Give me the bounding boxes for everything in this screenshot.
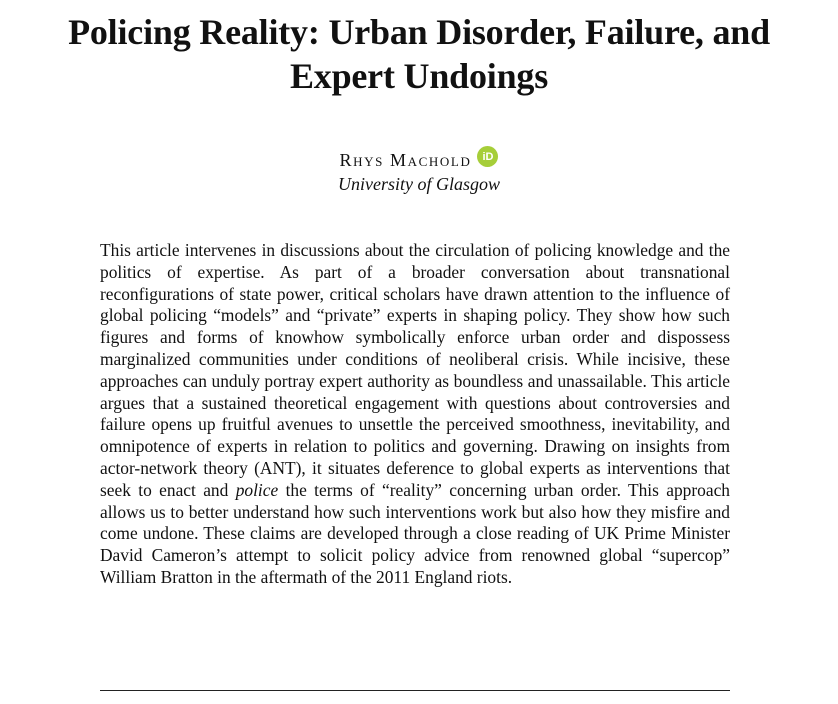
orcid-icon-label: iD <box>482 150 494 163</box>
abstract-text-part-2: the terms of “reality” concerning urban order. This approach allows us to better understand how such interventions work but also how they misfire and come undone. These claims are developed through a close reading of UK Prime Minister David Cameron’s attempt to solicit policy advice from renowned global “supercop” William Bratton in the aftermath of the 2011 England riots. <box>100 479 730 587</box>
author-line <box>340 150 499 171</box>
author-affiliation: University of Glasgow <box>338 174 500 194</box>
section-divider <box>100 690 730 691</box>
abstract-text-part-1: This article intervenes in discussions about the circulation of policing knowledge and the politics of expertise. As part of a broader conversation about transnational reconfigurations of state power, critical scholars have drawn attention to the influence of global policing “models” and “private” experts in shaping policy. They show how such figures and forms of knowhow symbolically enforce urban order and dispossess marginalized communities under conditions of neoliberal crisis. While incisive, these approaches can unduly portray expert authority as boundless and unassailable. This article argues that a sustained theoretical engagement with questions about controversies and failure opens up fruitful avenues to unsettle the perceived smoothness, inevitability, and omnipotence of experts in relation to politics and governing. Drawing on insights from actor-network theory (ANT), it situates deference to global experts as interventions that seek to enact and <box>100 240 730 500</box>
abstract-text <box>100 240 730 589</box>
article-title-line-2: Expert Undoings <box>289 56 549 96</box>
article-title-line-1: Policing Reality: Urban Disorder, Failure, and <box>68 12 770 52</box>
article-title <box>0 10 838 98</box>
orcid-icon[interactable] <box>477 146 498 167</box>
author-block <box>0 150 838 195</box>
abstract-emphasis: police <box>235 479 279 500</box>
author-name: Rhys Machold <box>339 150 472 170</box>
